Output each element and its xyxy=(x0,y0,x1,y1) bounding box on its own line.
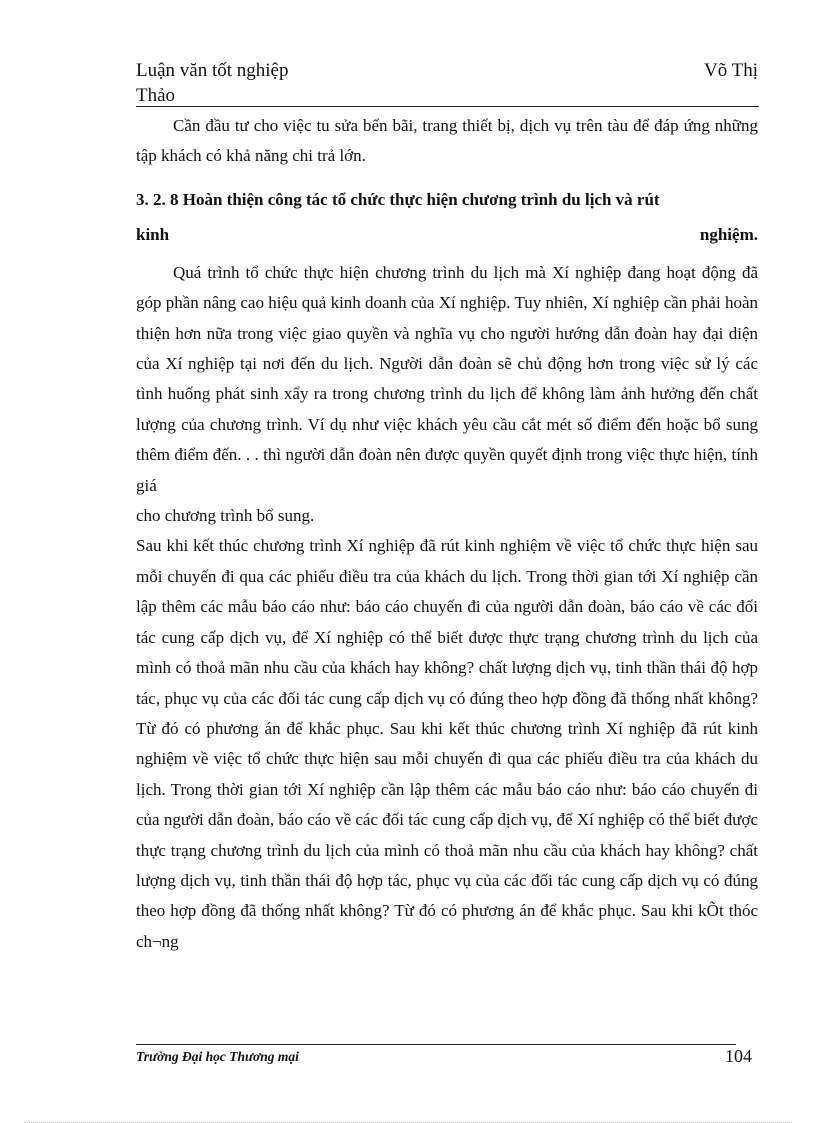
header-author-continued: Thảo xyxy=(136,85,176,106)
paragraph-2: Quá trình tổ chức thực hiện chương trình du lịch mà Xí nghiệp đang hoạt động đã góp phần nâng cao hiệu quả kinh doanh của Xí nghiệp. Tuy nhiên, Xí nghiệp cần phải hoàn thiện hơn nữa trong việc giao quyền và nghĩa vụ cho người hướng dẫn đoàn hay đại diện của Xí nghiệp tại nơi đến du lịch. Người dẫn đoàn sẽ chủ động hơn trong việc sử lý các tình huống phát sinh xẩy ra trong chương trình du lịch để không làm ảnh hưởng đến chất lượng của chương trình. Ví dụ như việc khách yêu cầu cắt mét số điểm đến hoặc bổ sung thêm điểm đến. . . thì người dẫn đoàn nên được quyền quyết định trong việc thực hiện, tính giá xyxy=(136,262,758,495)
footer-institution: Trường Đại học Thương mại xyxy=(136,1049,299,1064)
header-author: Võ Thị xyxy=(703,60,758,81)
page-header xyxy=(136,58,758,108)
paragraph-2-last-line: cho chương trình bổ sung. xyxy=(136,506,315,526)
paragraph-1: Cần đầu tư cho việc tu sửa bến bãi, trang thiết bị, dịch vụ trên tàu để đáp ứng những tập khách có khả năng chi trả lớn. xyxy=(136,116,758,166)
header-divider xyxy=(136,106,759,107)
page-body xyxy=(136,111,758,957)
footer-divider xyxy=(136,1044,736,1045)
header-title: Luận văn tốt nghiệp xyxy=(136,60,289,81)
section-heading-line-1: 3. 2. 8 Hoàn thiện công tác tổ chức thực hiện chương trình du lịch và rút xyxy=(136,189,660,209)
section-heading-line-2: kinh nghiệm. xyxy=(136,224,758,244)
paragraph-3: Sau khi kết thúc chương trình Xí nghiệp đã rút kinh nghiệm về việc tổ chức thực hiện sau mỗi chuyến đi qua các phiếu điều tra của khách du lịch. Trong thời gian tới Xí nghiệp cần lập thêm các mẫu báo cáo như: báo cáo chuyến đi của người dẫn đoàn, báo cáo về các đối tác cung cấp dịch vụ, để Xí nghiệp có thể biết được thực trạng chương trình du lịch của mình có thoả mãn nhu cầu của khách hay không? chất lượng dịch vụ, tinh thần thái độ hợp tác, phục vụ của các đối tác cung cấp dịch vụ có đúng theo hợp đồng đã thống nhất không? Từ đó có phương án để khắc phục. Sau khi kết thúc chương trình Xí nghiệp đã rút kinh nghiệm về việc tổ chức thực hiện sau mỗi chuyến đi qua các phiếu điều tra của khách du lịch. Trong thời gian tới Xí nghiệp cần lập thêm các mẫu báo cáo như: báo cáo chuyến đi của người dẫn đoàn, báo cáo về các đối tác cung cấp dịch vụ, để Xí nghiệp có thể biết được thực trạng chương trình du lịch của mình có thoả mãn nhu cầu của khách hay không? chất lượng dịch vụ, tinh thần thái độ hợp tác, phục vụ của các đối tác cung cấp dịch vụ có đúng theo hợp đồng đã thống nhất không? Từ đó có phương án để khắc phục. Sau khi kÕt thóc ch¬ng xyxy=(136,536,758,951)
section-heading xyxy=(136,182,758,252)
page-number: 104 xyxy=(725,1046,752,1066)
